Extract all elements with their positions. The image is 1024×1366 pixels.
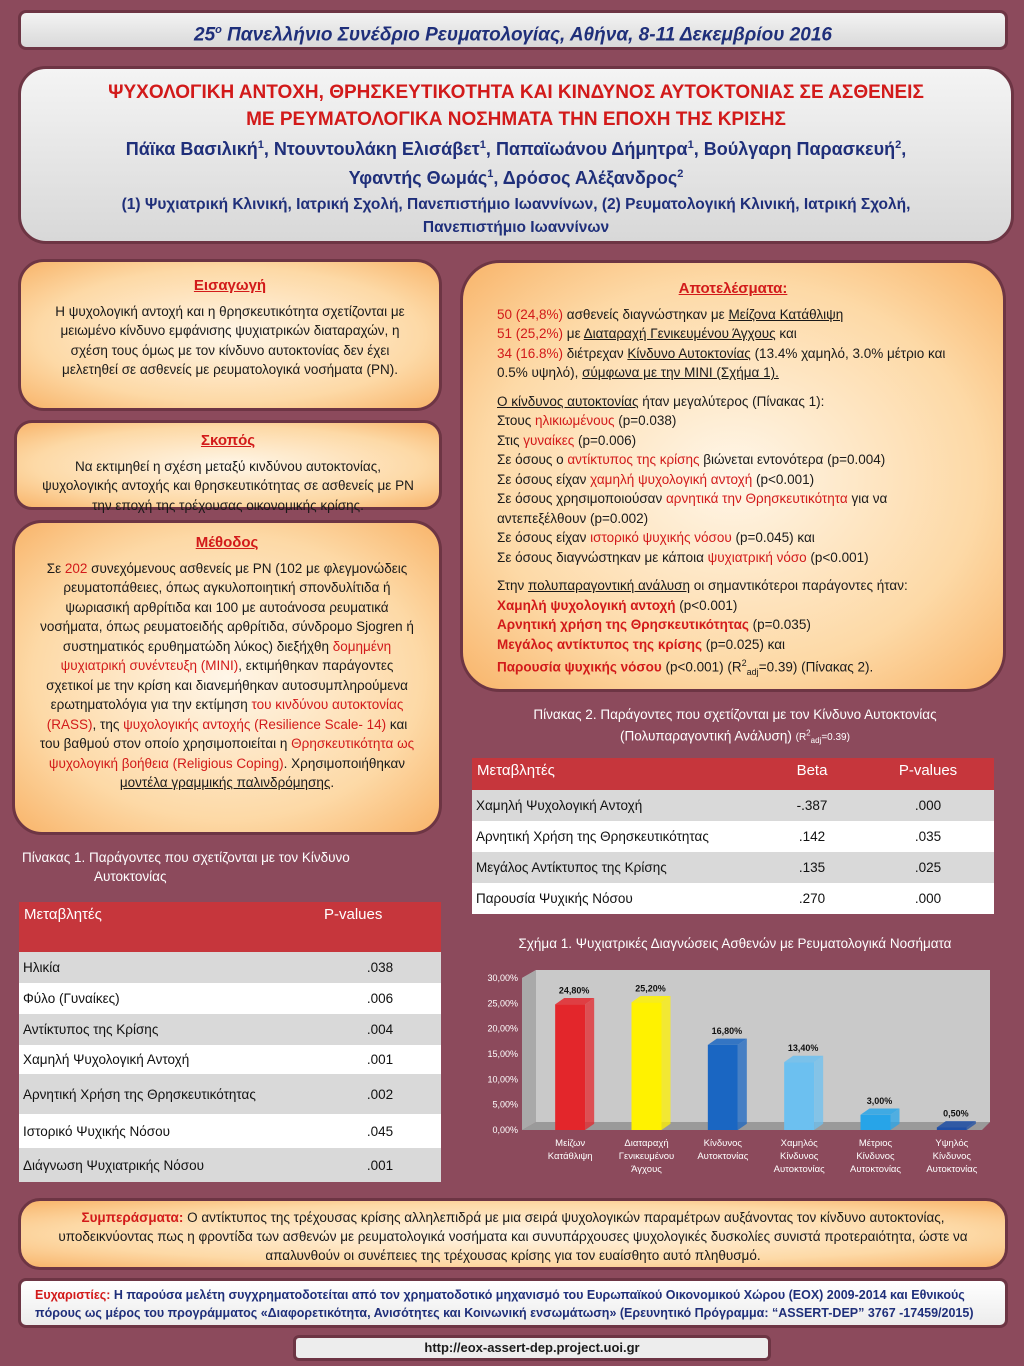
x-category-label: Χαμηλός — [780, 1138, 818, 1149]
result-line — [497, 576, 969, 596]
affiliations — [21, 193, 1011, 239]
conference-superscript: ο — [215, 24, 222, 36]
table-row — [19, 1014, 441, 1045]
bar — [861, 1115, 891, 1130]
table-cell: Παρουσία Ψυχικής Νόσου — [472, 883, 762, 914]
result-text: Σε όσους διαγνώστηκαν με κάποια — [497, 549, 708, 565]
table-cell: .006 — [319, 983, 441, 1014]
author: Υφαντής Θωμάς — [348, 168, 488, 188]
table-row — [19, 1114, 441, 1148]
bar-side — [738, 1039, 747, 1130]
author-affil: 2 — [895, 139, 902, 151]
result-factor — [497, 470, 969, 490]
poster-title-line2: ΜΕ ΡΕΥΜΑΤΟΛΟΓΙΚΑ ΝΟΣΗΜΑΤΑ ΤΗΝ ΕΠΟΧΗ ΤΗΣ ΚΡΙΣΗΣ — [246, 109, 786, 130]
result-text: (p<0.001) (R — [661, 659, 742, 675]
caption-r2-text: =0.39) — [821, 732, 850, 744]
result-text: για να αντεπεξέλθουν (p=0.002) — [497, 491, 888, 526]
table-cell: .142 — [762, 821, 862, 852]
table-row — [19, 1148, 441, 1182]
result-factor — [497, 654, 969, 683]
result-text: (p=0.045) και — [731, 530, 815, 545]
x-category-label: Αυτοκτονίας — [849, 1164, 902, 1175]
result-text: (p=0.025) και — [701, 636, 786, 652]
caption-r2-text: (R — [795, 732, 807, 744]
result-term: πολυπαραγοντική ανάλυση — [528, 578, 691, 593]
x-category-label: Μείζων — [555, 1138, 586, 1149]
result-factor — [497, 450, 969, 470]
table1 — [19, 902, 441, 1182]
table-cell: Μεγάλος Αντίκτυπος της Κρίσης — [472, 852, 762, 883]
table-cell: Φύλο (Γυναίκες) — [19, 983, 319, 1014]
y-tick-label: 15,00% — [487, 1049, 518, 1059]
result-text: (p<0.001) — [675, 597, 738, 613]
methods-text — [39, 559, 415, 793]
acknowledgements-text: Η παρούσα μελέτη συγχρηματοδοτείται από τον χρηματοδοτικό μηχανισμό του Ευρωπαϊκού Οικονομικού Χώρου (ΕΟΧ) 2009-2014 και Εθνικούς πόρους ως μέρος του προγράμματος «Διαφορετικότητα, Ανισότητες και Κοινωνική ενσωμάτωση» (Ερευνητικό Πρόγραμμα: “ASSERT-DEP” 3767 -17459/2015) — [35, 1288, 974, 1320]
x-category-label: Κίνδυνος — [932, 1151, 971, 1162]
affiliation-line2: Πανεπιστήμιο Ιωαννίνων — [422, 219, 610, 236]
author-separator: , — [485, 139, 496, 159]
x-category-label: Υψηλός — [935, 1138, 969, 1149]
result-text: (13.4% χαμηλό, 3.0% μέτριο και 0.5% υψηλό), — [497, 345, 946, 380]
result-text: (p<0.001) — [752, 471, 815, 487]
x-category-label: Κατάθλιψη — [547, 1151, 593, 1162]
result-text: Σε όσους είχαν — [497, 530, 591, 545]
result-text: Σε όσους είχαν — [497, 471, 591, 487]
result-text: Σε όσους ο — [497, 452, 568, 467]
result-line — [497, 305, 969, 325]
table-cell: Ηλικία — [19, 952, 319, 983]
result-factor — [497, 489, 969, 528]
result-text: Σε όσους χρησιμοποιούσαν — [497, 491, 666, 506]
methods-sample-size: 202 — [64, 560, 88, 576]
table2-header-cell: P-values — [862, 758, 994, 790]
author-list — [21, 133, 1011, 191]
result-subscript: adj — [746, 667, 759, 678]
aim-text: Να εκτιμηθεί η σχέση μεταξύ κινδύνου αυτοκτονίας, ψυχολογικής αντοχής και θρησκευτικότητας σε ασθενείς με ΡΝ την εποχή της τρέχουσας οικονομικής κρίσης. — [42, 458, 414, 513]
table-cell: Ιστορικό Ψυχικής Νόσου — [19, 1114, 319, 1148]
methods-highlight: δομημένη ψυχιατρική συνέντευξη (MINI) — [60, 638, 392, 673]
result-factor — [497, 548, 969, 568]
bar-data-label: 16,80% — [711, 1025, 743, 1036]
author-affil: 1 — [257, 139, 264, 151]
table-cell: Αντίκτυπος της Κρίσης — [19, 1014, 319, 1045]
y-tick-label: 0,00% — [492, 1125, 518, 1135]
y-tick-label: 25,00% — [487, 998, 518, 1009]
table-row — [19, 952, 441, 983]
methods-text-part: , εκτιμήθηκαν παράγοντες σχετικοί με την κρίση και διανεμήθηκαν αυτοσυμπληρούμενα ερωτηματολόγια για την εκτίμηση — [46, 658, 408, 712]
caption-r2-sub: adj — [810, 736, 822, 746]
caption-r2-sup: 2 — [806, 729, 811, 738]
y-tick-label: 30,00% — [487, 973, 518, 983]
bar — [632, 1002, 662, 1130]
result-highlight: Μεγάλος αντίκτυπος της κρίσης — [497, 636, 702, 652]
bar-data-label: 13,40% — [787, 1043, 819, 1054]
author-separator: , — [493, 168, 503, 188]
result-highlight: ιστορικό ψυχικής νόσου — [590, 530, 732, 545]
table1-header-cell: Μεταβλητές — [19, 902, 319, 952]
figure1-chart — [470, 958, 1000, 1190]
bar — [708, 1045, 738, 1130]
result-highlight: Χαμηλή ψυχολογική αντοχή — [497, 597, 676, 613]
table-cell: .045 — [319, 1114, 441, 1148]
methods-text-part: . Χρησιμοποιήθηκαν — [283, 755, 406, 771]
introduction-text: Η ψυχολογική αντοχή και η θρησκευτικότητα σχετίζονται με μειωμένο κίνδυνο εμφάνισης ψυχιατρικών διαταραχών, η σχέση τους όμως με τον κίνδυνο αυτοκτονίας δεν έχει μελετηθεί σε ασθενείς με ρευματολογικά νοσήματα (ΡΝ). — [55, 303, 405, 377]
result-highlight: αντίκτυπος της κρίσης — [567, 452, 700, 467]
result-line — [497, 392, 969, 412]
x-category-label: Γενικευμένου — [618, 1151, 675, 1162]
table2-caption-line2: (Πολυπαραγοντική Ανάλυση) — [620, 728, 792, 744]
introduction-section — [18, 259, 442, 411]
table2-header-row — [472, 758, 994, 790]
author-affil: 1 — [487, 168, 494, 180]
bar-side — [814, 1056, 823, 1130]
result-text: ήταν μεγαλύτερος (Πίνακας 1): — [638, 393, 825, 409]
result-value: 34 (16.8%) — [497, 345, 564, 361]
author: Παπαϊωάνου Δήμητρα — [495, 139, 688, 159]
table-cell: .135 — [762, 852, 862, 883]
result-text: (p=0.006) — [574, 432, 637, 448]
result-value: 50 (24,8%) — [497, 306, 564, 322]
result-text: Στην — [497, 578, 529, 593]
table-row — [472, 821, 994, 852]
result-line — [497, 344, 969, 383]
author-separator: , — [901, 139, 907, 159]
conference-prefix: 25 — [194, 24, 216, 46]
table-cell: .000 — [862, 883, 994, 914]
affiliation-line1: (1) Ψυχιατρική Κλινική, Ιατρική Σχολή, Πανεπιστήμιο Ιωαννίνων, (2) Ρευματολογική Κλινική, Ιατρική Σχολή, — [121, 196, 911, 213]
table-row — [19, 1045, 441, 1074]
methods-text-part: Σε — [46, 560, 65, 576]
table2-header-cell: Μεταβλητές — [472, 758, 762, 790]
bar-data-label: 0,50% — [943, 1108, 969, 1119]
methods-highlight: Θρησκευτικότητα ως ψυχολογική βοήθεια (Religious Coping) — [48, 736, 415, 771]
x-category-label: Αυτοκτονίας — [926, 1164, 978, 1175]
author: Βούλγαρη Παρασκευή — [703, 139, 896, 159]
aim-section — [14, 420, 442, 513]
result-factor — [497, 411, 969, 431]
results-heading: Αποτελέσματα: — [678, 280, 788, 297]
aim-heading: Σκοπός — [200, 432, 256, 449]
title-panel — [18, 66, 1014, 244]
result-text: Στους — [497, 413, 535, 428]
result-term: σύμφωνα με την MINI (Σχήμα 1). — [582, 365, 779, 380]
table-cell: Χαμηλή Ψυχολογική Αντοχή — [19, 1045, 319, 1074]
table2-caption-line2-wrap — [470, 724, 1000, 750]
result-text: με — [563, 326, 584, 341]
methods-highlight: του κινδύνου αυτοκτονίας (RASS) — [46, 697, 404, 732]
x-category-label: Άγχους — [631, 1164, 662, 1175]
result-text: βιώνεται εντονότερα (p=0.004) — [699, 452, 886, 467]
result-term: Μείζονα Κατάθλιψη — [728, 306, 844, 322]
result-factor — [497, 431, 969, 451]
result-highlight: Παρουσία ψυχικής νόσου — [497, 659, 662, 675]
table1-caption — [22, 848, 442, 886]
x-category-label: Κίνδυνος — [780, 1151, 819, 1162]
result-highlight: ψυχιατρική νόσο — [707, 549, 807, 565]
methods-text-part: συνεχόμενους ασθενείς με ΡΝ (102 με φλεγμονώδεις ρευματοπάθειες, όπως αγκυλοποιητική σπονδυλίτιδα ή ψωριασική αρθρίτιδα και 100 με αυτοάνοσα ρευματικά νοσήματα, όπως ρευματοειδής αρθρίτιδα, σύνδρομο Sjogren ή συστηματικός ερυθηματώδη λύκος) διεξήχθη — [40, 560, 414, 654]
author-affil: 2 — [677, 168, 684, 180]
x-category-label: Αυτοκτονίας — [773, 1164, 825, 1175]
result-term: Κίνδυνο Αυτοκτονίας — [627, 345, 751, 361]
acknowledgements-label: Ευχαριστίες: — [35, 1288, 111, 1302]
result-factor — [497, 615, 969, 635]
table-cell: .035 — [862, 821, 994, 852]
result-highlight: ηλικιωμένους — [535, 413, 615, 428]
result-text: διέτρεχαν — [563, 345, 628, 361]
conclusions-section — [18, 1198, 1008, 1270]
result-line — [497, 324, 969, 344]
author: Ντουντουλάκη Ελισάβετ — [273, 139, 480, 159]
project-url[interactable]: http://eox-assert-dep.project.uoi.gr — [293, 1335, 771, 1361]
result-highlight: γυναίκες — [523, 432, 575, 448]
results-section — [460, 260, 1006, 692]
table-cell: .270 — [762, 883, 862, 914]
conference-title: Πανελλήνιο Συνέδριο Ρευματολογίας, Αθήνα, 8-11 Δεκεμβρίου 2016 — [221, 24, 832, 46]
table-cell: Χαμηλή Ψυχολογική Αντοχή — [472, 790, 762, 821]
conclusions-text: Ο αντίκτυπος της τρέχουσας κρίσης αλληλεπιδρά με μια σειρά ψυχολογικών παραμέτρων αυξάνοντας τον κίνδυνο αυτοκτονίας, υποδεικνύοντας πως η φροντίδα των ασθενών με ρευματολογικά νοσήματα και συνυπάρχουσες ψυχολογικές δυσκολίες συνιστά προτεραιότητα, ώστε να απαλυνθούν οι συνέπειες της τρέχουσας κρίσης για τον ευαίσθητο αυτό πληθυσμό. — [58, 1210, 968, 1263]
result-highlight: αρνητικά την Θρησκευτικότητα — [665, 491, 848, 506]
y-tick-label: 20,00% — [487, 1023, 518, 1034]
result-factor — [497, 528, 969, 548]
author-separator: , — [263, 139, 274, 159]
x-category-label: Κίνδυνος — [856, 1151, 895, 1162]
result-text: Στις — [497, 432, 524, 448]
x-category-label: Μέτριος — [858, 1138, 893, 1149]
author: Δρόσος Αλέξανδρος — [502, 168, 678, 188]
result-text: =0.39) (Πίνακας 2). — [758, 659, 874, 675]
result-highlight: χαμηλή ψυχολογική αντοχή — [590, 471, 753, 487]
result-text: (p<0.001) — [806, 549, 869, 565]
conference-banner — [18, 10, 1008, 50]
poster-title-line1: ΨΥΧΟΛΟΓΙΚΗ ΑΝΤΟΧΗ, ΘΡΗΣΚΕΥΤΙΚΟΤΗΤΑ ΚΑΙ ΚΙΝΔΥΝΟΣ ΑΥΤΟΚΤΟΝΙΑΣ ΣΕ ΑΣΘΕΝΕΙΣ — [108, 82, 924, 103]
result-term: Διαταραχή Γενικευμένου Άγχους — [583, 326, 776, 341]
table-cell: Διάγνωση Ψυχιατρικής Νόσου — [19, 1148, 319, 1182]
result-text: (p=0.038) — [614, 413, 677, 428]
author-affil: 1 — [687, 139, 694, 151]
x-category-label: Κίνδυνος — [703, 1138, 742, 1149]
bar — [784, 1062, 814, 1130]
x-category-label: Αυτοκτονίας — [697, 1151, 749, 1162]
bar-side — [585, 998, 594, 1130]
table2-caption — [470, 705, 1000, 750]
methods-section — [12, 520, 442, 835]
methods-text-part: και του βαθμού στον οποίο χρησιμοποιείται η — [39, 716, 408, 751]
result-text: οι σημαντικότεροι παράγοντες ήταν: — [690, 578, 908, 593]
bar — [555, 1004, 585, 1130]
result-text: (p=0.035) — [748, 617, 811, 632]
methods-text-part: . — [330, 775, 335, 790]
methods-text-part: , της — [92, 716, 124, 732]
result-factor — [497, 596, 969, 616]
bar-data-label: 25,20% — [635, 983, 666, 994]
author: Πάϊκα Βασιλική — [125, 139, 258, 159]
table2-caption-line1: Πίνακας 2. Παράγοντες που σχετίζονται με τον Κίνδυνο Αυτοκτονίας — [533, 707, 937, 722]
figure1-caption: Σχήμα 1. Ψυχιατρικές Διαγνώσεις Ασθενών με Ρευματολογικά Νοσήματα — [518, 936, 952, 951]
bar-data-label: 3,00% — [866, 1095, 893, 1106]
table-cell: .001 — [319, 1148, 441, 1182]
conclusions-label: Συμπεράσματα: — [81, 1210, 184, 1225]
table2-caption-r2 — [795, 729, 850, 746]
result-text: ασθενείς διαγνώστηκαν με — [563, 306, 729, 322]
author-separator: , — [693, 139, 704, 159]
table1-caption-line1: Πίνακας 1. Παράγοντες που σχετίζονται με τον Κίνδυνο — [22, 850, 350, 865]
table-cell: -.387 — [762, 790, 862, 821]
acknowledgements — [18, 1278, 1008, 1328]
chart-side-wall — [522, 970, 536, 1130]
table-row — [472, 852, 994, 883]
methods-underlined: μοντέλα γραμμικής παλινδρόμησης — [119, 775, 331, 790]
table-row — [472, 883, 994, 914]
y-tick-label: 10,00% — [487, 1074, 518, 1085]
table-cell: .001 — [319, 1045, 441, 1074]
x-category-label: Διαταραχή — [624, 1138, 669, 1149]
table-cell: .038 — [319, 952, 441, 983]
table-row — [19, 983, 441, 1014]
table1-header-row — [19, 902, 441, 952]
result-text: και — [775, 326, 797, 341]
result-value: 51 (25,2%) — [497, 326, 564, 341]
y-tick-label: 5,00% — [492, 1099, 518, 1110]
methods-highlight: ψυχολογικής αντοχής (Resilience Scale- 14) — [123, 716, 387, 732]
table-cell: .025 — [862, 852, 994, 883]
table-cell: Αρνητική Χρήση της Θρησκευτικότητας — [19, 1074, 319, 1114]
result-term: Ο κίνδυνος αυτοκτονίας — [497, 393, 639, 409]
table2-header-cell: Beta — [762, 758, 862, 790]
table-row — [19, 1074, 441, 1114]
chart-svg — [470, 958, 1000, 1190]
introduction-heading: Εισαγωγή — [193, 277, 267, 294]
table-cell: .000 — [862, 790, 994, 821]
bar — [937, 1127, 967, 1130]
result-factor — [497, 635, 969, 655]
table1-header-cell: P-values — [319, 902, 441, 952]
result-superscript: 2 — [741, 658, 747, 668]
table-row — [472, 790, 994, 821]
table2 — [472, 758, 994, 914]
table-cell: .002 — [319, 1074, 441, 1114]
methods-heading: Μέθοδος — [195, 534, 259, 551]
table-cell: .004 — [319, 1014, 441, 1045]
table-cell: Αρνητική Χρήση της Θρησκευτικότητας — [472, 821, 762, 852]
bar-side — [662, 996, 671, 1130]
result-highlight: Αρνητική χρήση της Θρησκευτικότητας — [497, 617, 749, 632]
table1-caption-line2: Αυτοκτονίας — [94, 869, 167, 884]
bar-data-label: 24,80% — [558, 985, 590, 996]
author-affil: 1 — [479, 139, 486, 151]
